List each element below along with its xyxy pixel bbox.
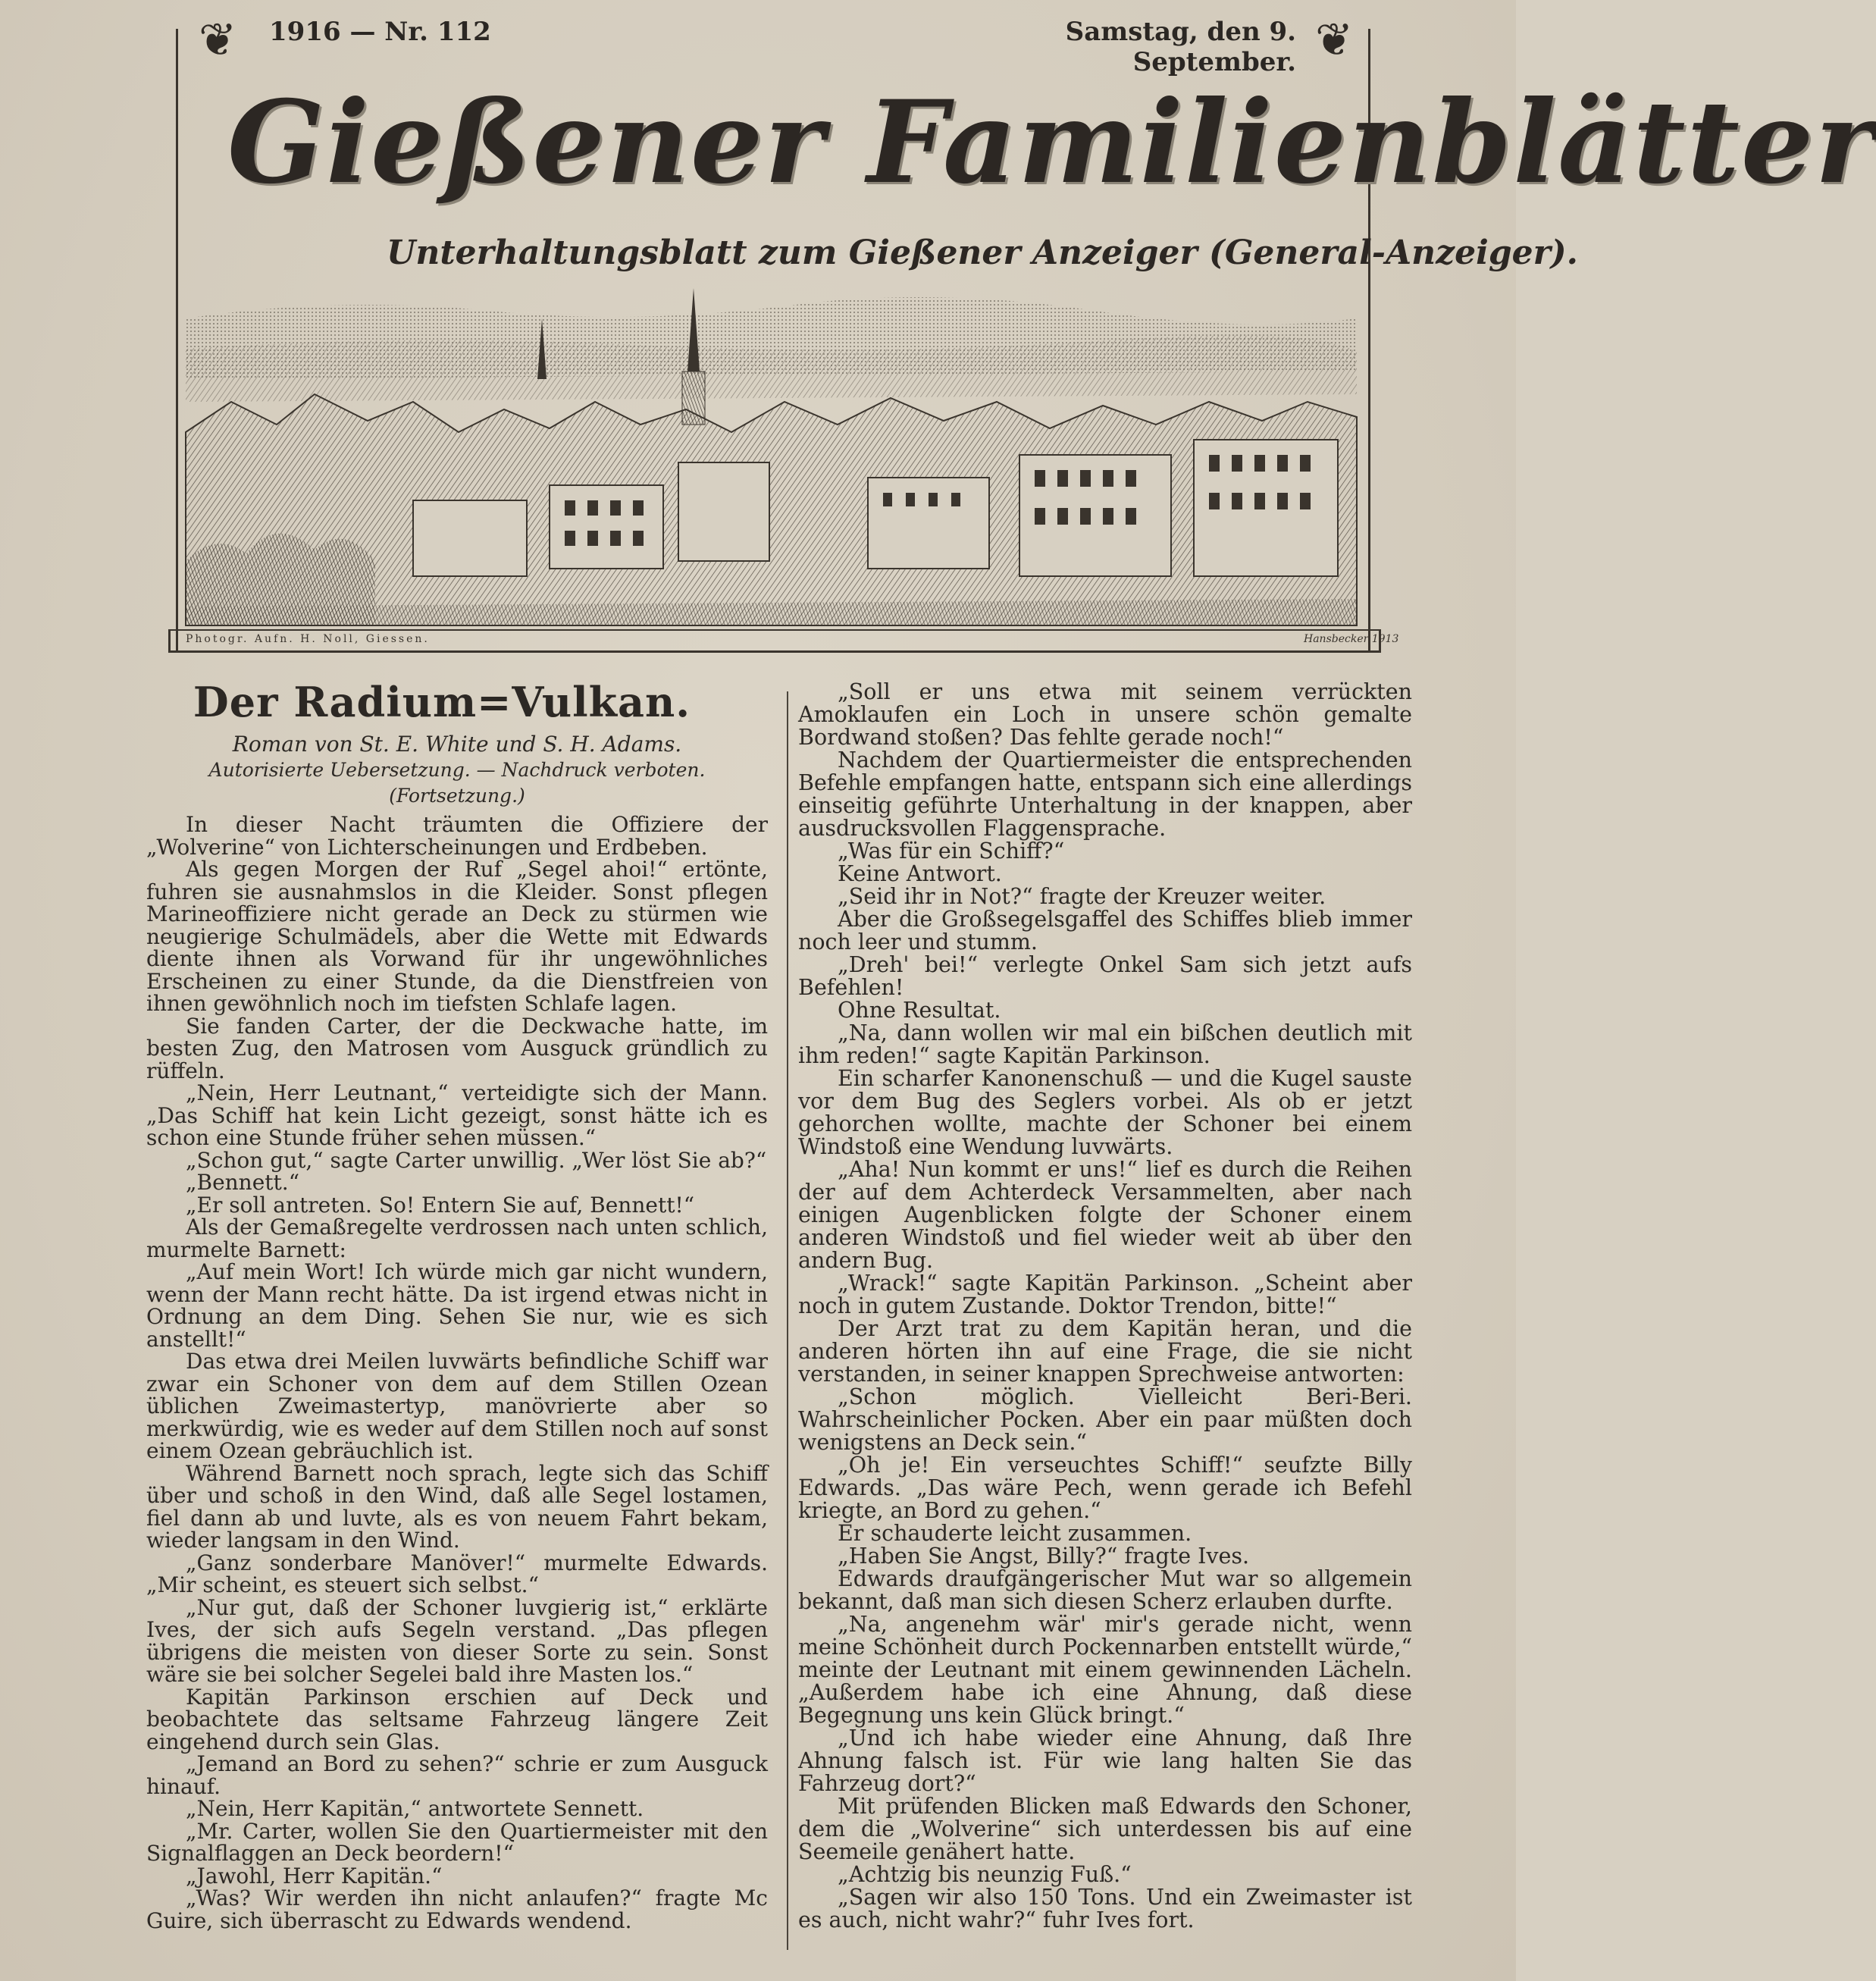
paragraph: „Jawohl, Herr Kapitän.“ [186,1863,443,1889]
paragraph: „Bennett.“ [186,1170,300,1195]
article-right-column [798,681,1412,1932]
paragraph: Aber die Großsegelsgaffel des Schiffes blieb immer noch leer und stumm. [798,907,1412,954]
issue-number: 1916 — Nr. 112 [269,17,491,47]
paragraph: „Na, angenehm wär' mir's gerade nicht, wenn meine Schönheit durch Pockennarben entstellt würde,“ meinte der Leutnant mit einem gewinnenden Lächeln. „Außerdem habe ich eine Ahnung, daß diese Begegnung uns kein Glück bringt.“ [798,1612,1412,1728]
paragraph: „Schon möglich. Vielleicht Beri-Beri. Wahrscheinlicher Pocken. Aber ein paar müßten doch wenigstens an Deck sein.“ [798,1384,1412,1455]
paragraph: Edwards draufgängerischer Mut war so allgemein bekannt, daß man sich diesen Scherz erlauben durfte. [798,1566,1412,1614]
paragraph: „Haben Sie Angst, Billy?“ fragte Ives. [838,1544,1250,1569]
article-left-column [146,679,768,1932]
paragraph: „Nur gut, daß der Schoner luvgierig ist,“ erklärte Ives, der sich aufs Segeln verstand. „Das pflegen übrigens die meisten von dieser Sorte zu sein. Sonst wäre sie bei solcher Segelei bald ihre Masten los.“ [146,1594,768,1687]
paragraph: Nachdem der Quartiermeister die entsprechenden Befehle empfangen hatte, entspann sich eine allerdings einseitig geführte Unterhaltung in der knappen, aber ausdrucksvollen Flaggensprache. [798,748,1412,841]
city-panorama-illustration [186,288,1357,625]
masthead-title: Gießener Familienblätter [227,76,1876,209]
paragraph: „Was für ein Schiff?“ [838,838,1065,864]
paragraph: „Was? Wir werden ihn nicht anlaufen?“ fragte Mc Guire, sich überrascht zu Edwards wendend. [146,1885,768,1933]
paragraph: Während Barnett noch sprach, legte sich das Schiff über und schoß in den Wind, daß alle Segel lostamen, fiel dann ab und luvte, als es von neuem Fahrt bekam, wieder langsam in den Wind. [146,1460,768,1553]
paragraph: „Mr. Carter, wollen Sie den Quartiermeister mit den Signalflaggen an Deck beordern!“ [146,1818,768,1866]
paragraph: Sie fanden Carter, der die Deckwache hatte, im besten Zug, den Matrosen vom Ausguck gründlich zu rüffeln. [146,1013,768,1083]
artist-signature: Hansbecker 1913 [1304,633,1399,645]
paragraph: „Seid ihr in Not?“ fragte der Kreuzer weiter. [838,884,1326,909]
paragraph: „Na, dann wollen wir mal ein bißchen deutlich mit ihm reden!“ sagte Kapitän Parkinson. [798,1020,1412,1068]
paragraph: Mit prüfenden Blicken maß Edwards den Schoner, dem die „Wolverine“ sich unterdessen bis auf eine Seemeile genähert hatte. [798,1794,1412,1864]
paragraph: „Auf mein Wort! Ich würde mich gar nicht wundern, wenn der Mann recht hätte. Da ist irgend etwas nicht in Ordnung an dem Ding. Sehen Sie nur, wie es sich anstellt!“ [146,1259,768,1352]
paragraph: „Und ich habe wieder eine Ahnung, daß Ihre Ahnung falsch ist. Für wie lang halten Sie das Fahrzeug dort?“ [798,1726,1412,1796]
photo-credit: Photogr. Aufn. H. Noll, Giessen. [186,633,430,645]
article-title: Der Radium=Vulkan. [193,678,691,726]
paragraph: „Nein, Herr Kapitän,“ antwortete Sennett. [186,1796,644,1821]
paragraph: „Nein, Herr Leutnant,“ verteidigte sich der Mann. „Das Schiff hat kein Licht gezeigt, sonst hätte ich es schon eine Stunde früher sehen müssen.“ [146,1080,768,1150]
paragraph: In dieser Nacht träumten die Offiziere der „Wolverine“ von Lichterscheinungen und Erdbeben. [146,812,768,860]
paragraph: „Soll er uns etwa mit seinem verrückten Amoklaufen ein Loch in unsere schön gemalte Bordwand stoßen? Das fehlte gerade noch!“ [798,679,1412,750]
article-continuation: (Fortsetzung.) [389,785,525,807]
article-authors: Roman von St. E. White und S. H. Adams. [232,732,682,757]
paragraph: Der Arzt trat zu dem Kapitän heran, und die anderen hörten ihn auf eine Frage, die sie nicht verstanden, in seiner knappen Sprechweise antworten: [798,1316,1412,1387]
city-panorama-engraving [186,288,1357,625]
paragraph: „Er soll antreten. So! Entern Sie auf, Bennett!“ [186,1192,695,1218]
paragraph: Ohne Resultat. [838,998,1001,1023]
paragraph: Kapitän Parkinson erschien auf Deck und beobachtete das seltsame Fahrzeug längere Zeit eingehend durch sein Glas. [146,1684,768,1754]
paragraph: „Sagen wir also 150 Tons. Und ein Zweimaster ist es auch, nicht wahr?“ fuhr Ives fort. [798,1885,1412,1932]
paragraph: „Ganz sonderbare Manöver!“ murmelte Edwards. „Mir scheint, es steuert sich selbst.“ [146,1550,768,1597]
issue-date: Samstag, den 9. September. [1065,17,1296,77]
paragraph: „Wrack!“ sagte Kapitän Parkinson. „Scheint aber noch in gutem Zustande. Doktor Trendon, bitte!“ [798,1271,1412,1318]
masthead-subtitle: Unterhaltungsblatt zum Gießener Anzeiger (General-Anzeiger). [387,234,1578,272]
paragraph: Er schauderte leicht zusammen. [838,1521,1192,1546]
paragraph: Keine Antwort. [838,861,1002,886]
paragraph: „Aha! Nun kommt er uns!“ lief es durch die Reihen der auf dem Achterdeck Versammelten, aber nach einigen Augenblicken folgte der Schoner einem anderen Windstoß und fiel wieder weit ab über den andern Bug. [798,1157,1412,1273]
paragraph: Ein scharfer Kanonenschuß — und die Kugel sauste vor dem Bug des Seglers vorbei. Als ob er jetzt gehorchen wollte, machte der Schoner bei einem Windstoß eine Wendung luvwärts. [798,1066,1412,1159]
paragraph: Als der Gemaßregelte verdrossen nach unten schlich, murmelte Barnett: [146,1215,768,1262]
paragraph: „Oh je! Ein verseuchtes Schiff!“ seufzte Billy Edwards. „Das wäre Pech, wenn gerade ich Befehl kriegte, an Bord zu gehen.“ [798,1453,1412,1523]
paragraph: Als gegen Morgen der Ruf „Segel ahoi!“ ertönte, fuhren sie ausnahmslos in die Kleider. Sonst pflegen Marineoffiziere nicht gerade an Deck zu stürmen wie neugierige Schulmädels, aber die Wette mit Edwards diente ihnen als Vorwand für ihr ungewöhnliches Erscheinen zu einer Stunde, da die Dienstfreien von ihnen gewöhnlich noch im tiefsten Schlafe lagen. [146,857,768,1016]
column-divider [787,691,788,1950]
paragraph: „Achtzig bis neunzig Fuß.“ [838,1862,1132,1887]
paragraph: Das etwa drei Meilen luvwärts befindliche Schiff war zwar ein Schoner von dem auf dem Stillen Ozean üblichen Zweimastertyp, manövrierte aber so merkwürdig, wie es weder auf dem Stillen noch auf sonst einem Ozean gebräuchlich ist. [146,1349,768,1463]
paragraph: „Jemand an Bord zu sehen?“ schrie er zum Ausguck hinauf. [146,1751,768,1799]
paragraph: „Schon gut,“ sagte Carter unwillig. „Wer löst Sie ab?“ [186,1147,767,1173]
corner-flourish-left-icon: ❦ [199,14,237,67]
paragraph: „Dreh' bei!“ verlegte Onkel Sam sich jetzt aufs Befehlen! [798,952,1412,1000]
article-notice: Autorisierte Uebersetzung. — Nachdruck verboten. [208,759,706,781]
corner-flourish-right-icon: ❦ [1315,14,1354,67]
